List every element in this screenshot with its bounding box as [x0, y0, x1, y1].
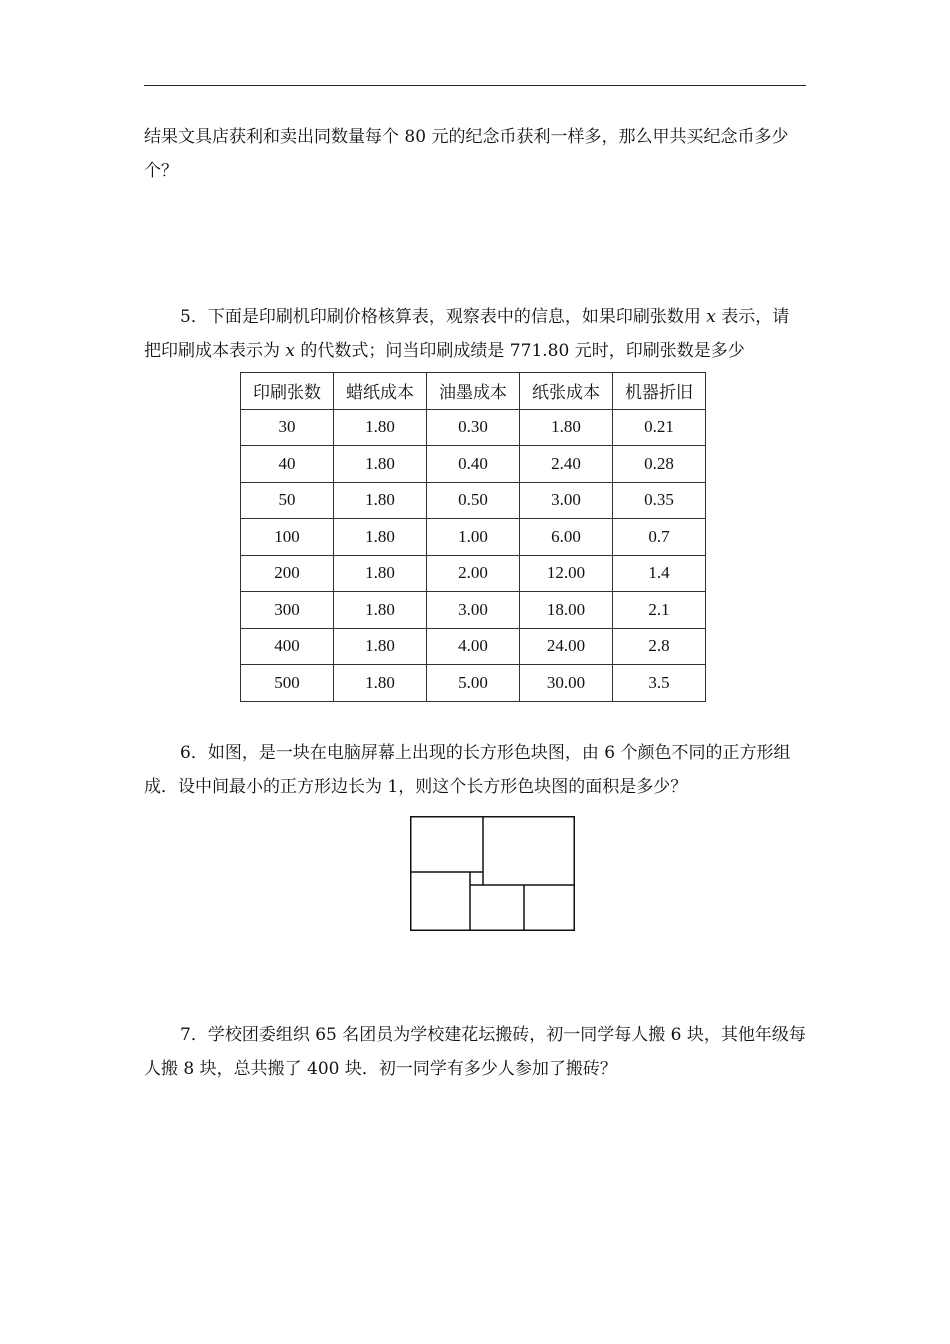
table-cell: 1.80: [334, 665, 427, 702]
table-cell: 1.80: [334, 409, 427, 446]
question-5-text-a: 5．下面是印刷机印刷价格核算表，观察表中的信息，如果印刷张数用: [180, 307, 707, 327]
question-5-text: [144, 300, 806, 368]
table-cell: 1.80: [334, 555, 427, 592]
table-cell: 50: [241, 482, 334, 519]
table-cell: 1.80: [334, 592, 427, 629]
table-cell: 0.30: [427, 409, 520, 446]
column-header: 机器折旧: [613, 373, 706, 410]
table-cell: 100: [241, 519, 334, 556]
outer-rectangle: [411, 817, 575, 931]
table-row: [241, 519, 706, 556]
question-7-text: 7．学校团委组织 65 名团员为学校建花坛搬砖，初一同学每人搬 6 块，其他年级每人搬 8 块，总共搬了 400 块．初一同学有多少人参加了搬砖？: [144, 1025, 806, 1079]
question-5-text-c: 的代数式；问当印刷成绩是 771.80 元时，印刷张数是多少: [295, 341, 745, 361]
header-rule: [144, 85, 806, 86]
table-cell: 1.80: [334, 482, 427, 519]
table-cell: 24.00: [520, 628, 613, 665]
table-cell: 2.00: [427, 555, 520, 592]
table-cell: 400: [241, 628, 334, 665]
question-6-text: 6．如图，是一块在电脑屏幕上出现的长方形色块图，由 6 个颜色不同的正方形组成．设中间最小的正方形边长为 1，则这个长方形色块图的面积是多少？: [144, 743, 791, 797]
table-cell: 5.00: [427, 665, 520, 702]
table-cell: 2.1: [613, 592, 706, 629]
table-row: [241, 482, 706, 519]
table-cell: 3.00: [520, 482, 613, 519]
question-5-text-b: 表示，请把印刷成本表示为: [144, 307, 790, 361]
table-cell: 18.00: [520, 592, 613, 629]
column-header: 纸张成本: [520, 373, 613, 410]
table-row: [241, 592, 706, 629]
table-cell: 4.00: [427, 628, 520, 665]
table-cell: 12.00: [520, 555, 613, 592]
column-header: 油墨成本: [427, 373, 520, 410]
table-header-row: [241, 373, 706, 410]
table-cell: 1.00: [427, 519, 520, 556]
table-row: [241, 446, 706, 483]
variable-x: x: [706, 307, 716, 327]
table-cell: 0.21: [613, 409, 706, 446]
variable-x-2: x: [285, 341, 295, 361]
table-cell: 2.8: [613, 628, 706, 665]
table-cell: 1.80: [334, 446, 427, 483]
table-cell: 500: [241, 665, 334, 702]
table-cell: 0.40: [427, 446, 520, 483]
table-cell: 1.80: [520, 409, 613, 446]
table-cell: 2.40: [520, 446, 613, 483]
table-cell: 40: [241, 446, 334, 483]
table-cell: 200: [241, 555, 334, 592]
table-row: [241, 665, 706, 702]
table-cell: 0.28: [613, 446, 706, 483]
table-cell: 1.80: [334, 519, 427, 556]
printing-cost-table: [240, 372, 706, 702]
table-cell: 1.4: [613, 555, 706, 592]
square-tiling-figure: [410, 816, 575, 931]
table-cell: 6.00: [520, 519, 613, 556]
table-cell: 0.50: [427, 482, 520, 519]
table-cell: 30: [241, 409, 334, 446]
table-row: [241, 555, 706, 592]
table-row: [241, 628, 706, 665]
table-cell: 1.80: [334, 628, 427, 665]
table-cell: 300: [241, 592, 334, 629]
table-cell: 0.7: [613, 519, 706, 556]
table-cell: 0.35: [613, 482, 706, 519]
column-header: 蜡纸成本: [334, 373, 427, 410]
table-cell: 3.00: [427, 592, 520, 629]
column-header: 印刷张数: [241, 373, 334, 410]
table-row: [241, 409, 706, 446]
table-cell: 30.00: [520, 665, 613, 702]
table-cell: 3.5: [613, 665, 706, 702]
question-4-continuation: 结果文具店获利和卖出同数量每个 80 元的纪念币获利一样多，那么甲共买纪念币多少个？: [144, 127, 789, 181]
